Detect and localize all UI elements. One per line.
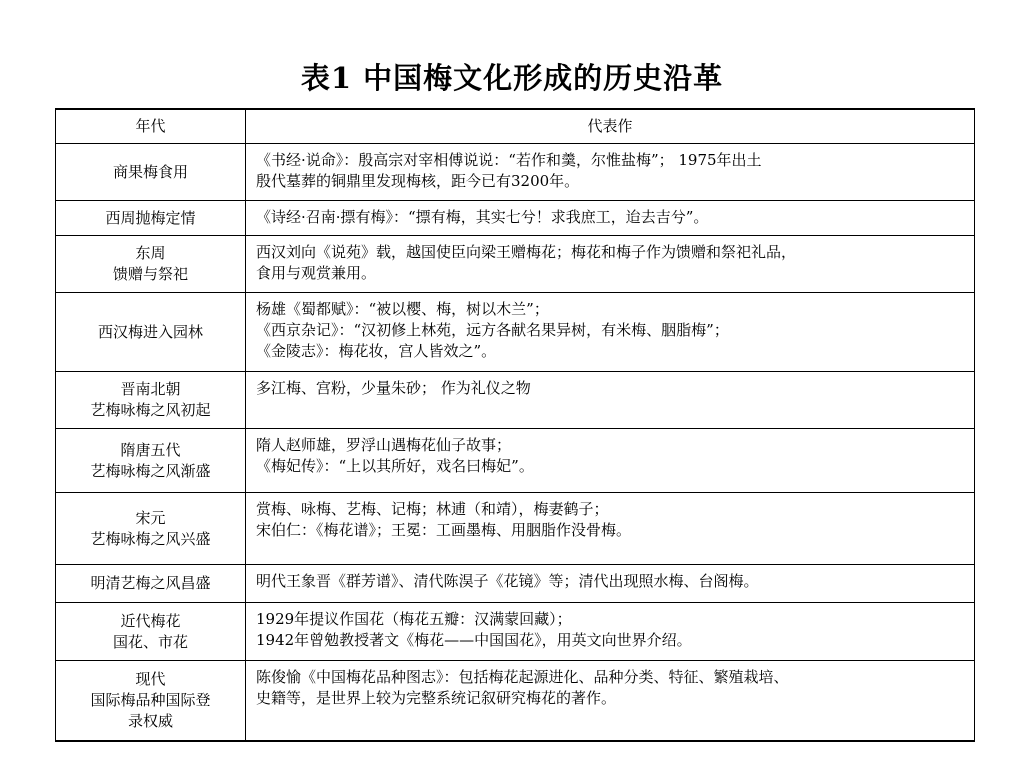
works-text: 多江梅、宫粉，少量朱砂； 作为礼仪之物: [256, 379, 531, 397]
era-text: 宋元: [135, 508, 166, 527]
era-text: 艺梅咏梅之风初起: [90, 401, 211, 419]
era-cell: [56, 493, 246, 565]
table-body: [56, 144, 975, 741]
works-cell: [246, 144, 975, 201]
works-text: 食用与观赏兼用。: [256, 264, 377, 282]
era-text: 西周抛梅定情: [105, 208, 196, 227]
works-column-header: 代表作: [246, 109, 975, 144]
works-text: 西汉刘向《说苑》载，越国使臣向梁王赠梅花；梅花和梅子作为馈赠和祭祀礼品，: [256, 243, 797, 261]
works-text: 陈俊愉《中国梅花品种图志》：包括梅花起源进化、品种分类、特征、繁殖栽培、: [256, 668, 789, 686]
era-text: 近代梅花: [120, 611, 181, 630]
works-text: 《金陵志》：梅花妆，宫人皆效之”。: [256, 342, 497, 360]
works-text: 《书经·说命》：殷高宗对宰相傅说说：“若作和羹，尔惟盐梅”； 1975年出土: [256, 151, 762, 169]
works-cell: [246, 565, 975, 603]
works-cell: [246, 661, 975, 741]
works-text: 1942年曾勉教授著文《梅花——中国国花》，用英文向世界介绍。: [256, 631, 692, 649]
table-row: [56, 201, 975, 236]
page-title: 表1 中国梅文化形成的历史沿革: [300, 61, 724, 95]
table-row: [56, 603, 975, 661]
works-text: 《西京杂记》：“汉初修上林苑，远方各献名果异树，有米梅、胭脂梅”；: [256, 321, 729, 339]
era-text: 西汉梅进入园林: [97, 322, 203, 341]
era-text: 国花、市花: [112, 632, 188, 651]
era-text: 艺梅咏梅之风兴盛: [90, 529, 211, 548]
works-cell: [246, 293, 975, 372]
era-text: 商果梅食用: [112, 162, 188, 181]
table-row: [56, 293, 975, 372]
era-cell: [56, 144, 246, 201]
table-row: [56, 144, 975, 201]
era-text: 录权威: [127, 711, 173, 730]
works-text: 杨雄《蜀都赋》：“被以樱、梅，树以木兰”；: [256, 300, 549, 318]
table-row: [56, 236, 975, 293]
table-row: [56, 661, 975, 741]
history-table: [55, 108, 975, 742]
era-cell: [56, 565, 246, 603]
works-cell: [246, 372, 975, 429]
works-text: 《梅妃传》：“上以其所好，戏名曰梅妃”。: [256, 457, 534, 475]
works-text: 宋伯仁：《梅花谱》；王冕：工画墨梅、用胭脂作没骨梅。: [256, 521, 632, 539]
works-cell: [246, 201, 975, 236]
era-column-header: 年代: [56, 109, 246, 144]
works-cell: [246, 603, 975, 661]
table-header-row: [56, 109, 975, 144]
works-text: 1929年提议作国花（梅花五瓣：汉满蒙回藏）；: [256, 610, 572, 628]
era-cell: [56, 661, 246, 741]
works-cell: [246, 493, 975, 565]
era-cell: [56, 293, 246, 372]
era-cell: [56, 201, 246, 236]
era-text: 国际梅品种国际登: [90, 690, 211, 709]
works-text: 隋人赵师雄，罗浮山遇梅花仙子故事；: [256, 436, 512, 454]
table-row: [56, 429, 975, 493]
era-cell: [56, 236, 246, 293]
table-row: [56, 565, 975, 603]
era-text: 艺梅咏梅之风渐盛: [90, 461, 211, 480]
era-text: 明清艺梅之风昌盛: [90, 574, 211, 592]
works-cell: [246, 236, 975, 293]
era-text: 东周: [135, 244, 166, 262]
table-row: [56, 493, 975, 565]
era-cell: [56, 603, 246, 661]
era-text: 晋南北朝: [120, 380, 181, 398]
era-cell: [56, 429, 246, 493]
works-text: 赏梅、咏梅、艺梅、记梅；林逋（和靖），梅妻鹤子；: [256, 500, 609, 518]
works-cell: [246, 429, 975, 493]
era-text: 馈赠与祭祀: [112, 265, 188, 283]
era-cell: [56, 372, 246, 429]
works-text: 明代王象晋《群芳谱》、清代陈淏子《花镜》等；清代出现照水梅、台阁梅。: [256, 572, 759, 590]
era-text: 现代: [135, 669, 166, 688]
works-text: 《诗经·召南·摽有梅》：“摽有梅，其实七兮！求我庶工，迨去吉兮”。: [256, 208, 709, 226]
works-text: 殷代墓葬的铜鼎里发现梅核，距今已有3200年。: [256, 172, 580, 190]
works-text: 史籍等，是世界上较为完整系统记叙研究梅花的著作。: [256, 689, 617, 707]
table-row: [56, 372, 975, 429]
era-text: 隋唐五代: [120, 440, 181, 459]
